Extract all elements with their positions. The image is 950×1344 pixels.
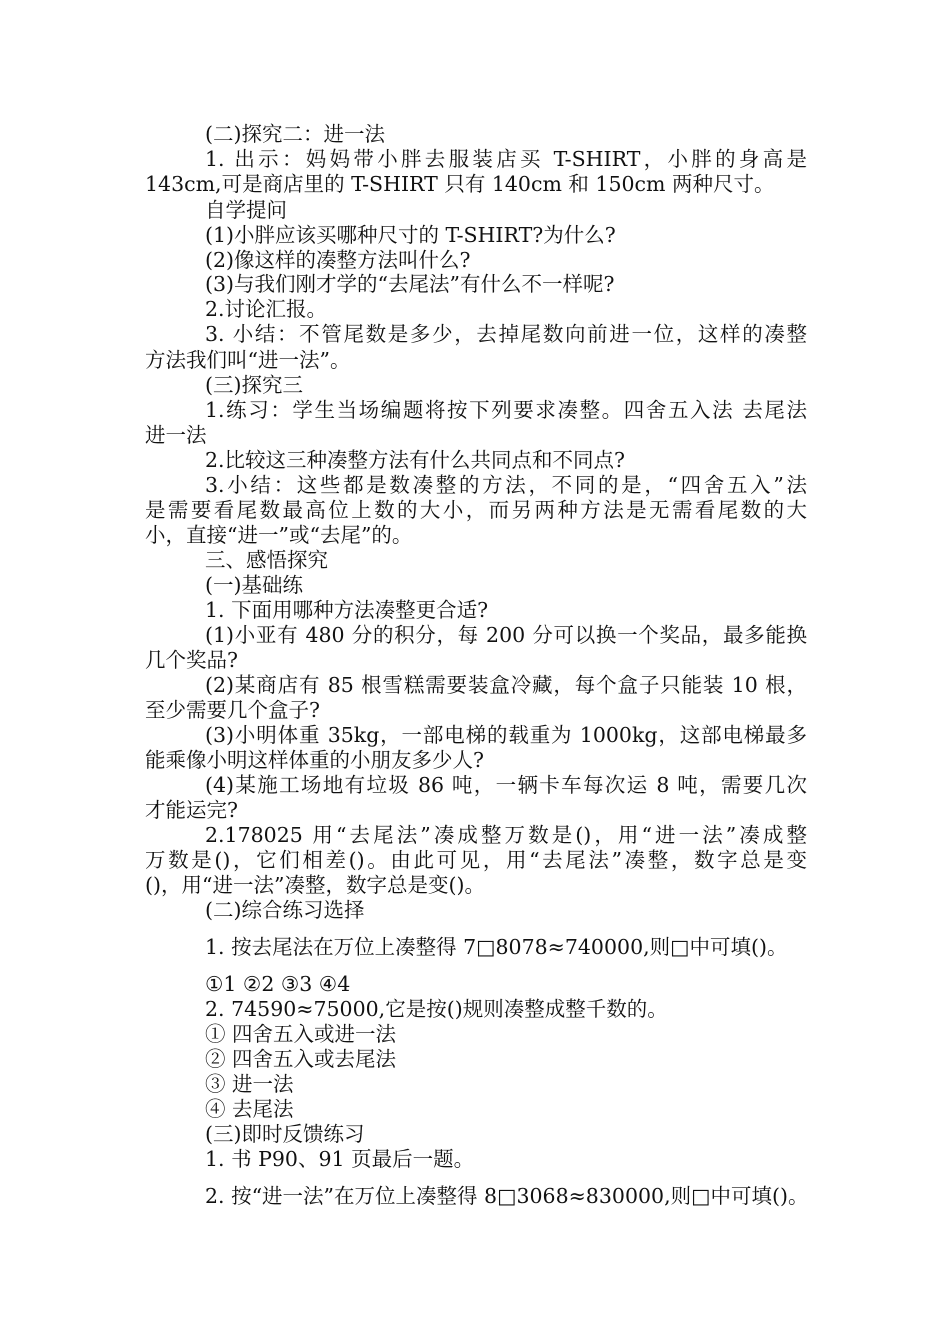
paragraph-line: 几个奖品? [145,648,238,672]
paragraph-line: ② 四舍五入或去尾法 [205,1047,397,1071]
paragraph-line: 2.讨论汇报。 [205,297,328,321]
paragraph-line: 1. 按去尾法在万位上凑整得 7□8078≈740000,则□中可填()。 [205,935,788,959]
section-heading: (一)基础练 [205,573,303,597]
paragraph-line: ① 四舍五入或进一法 [205,1022,397,1046]
paragraph-line: ①1 ②2 ③3 ④4 [205,972,351,996]
paragraph-line: ()，用“进一法”凑整，数字总是变()。 [145,873,485,897]
paragraph-line: 1. 出示：妈妈带小胖去服装店买 T-SHIRT，小胖的身高是 [205,147,807,171]
paragraph-line: 能乘像小明这样体重的小朋友多少人? [145,748,484,772]
paragraph-line: 3.小结：这些都是数凑整的方法，不同的是，“四舍五入”法 [205,473,807,497]
section-heading: (三)探究三 [205,373,303,397]
paragraph-line: 万数是()，它们相差()。由此可见，用“去尾法”凑整，数字总是变 [145,848,807,872]
section-heading: 三、感悟探究 [205,548,328,572]
paragraph-line: 2. 74590≈75000,它是按()规则凑整成整千数的。 [205,997,668,1021]
paragraph-line: 1.练习：学生当场编题将按下列要求凑整。四舍五入法 去尾法 [205,398,807,422]
paragraph-line: (3)与我们刚才学的“去尾法”有什么不一样呢? [205,272,615,296]
paragraph-line: (4)某施工场地有垃圾 86 吨，一辆卡车每次运 8 吨，需要几次 [205,773,807,797]
section-heading: (三)即时反馈练习 [205,1122,365,1146]
paragraph-line: 1. 下面用哪种方法凑整更合适? [205,598,489,622]
paragraph-line: 至少需要几个盒子? [145,698,320,722]
paragraph-line: 方法我们叫“进一法”。 [145,348,351,372]
paragraph-line: 2.178025 用“去尾法”凑成整万数是()，用“进一法”凑成整 [205,823,807,847]
paragraph-line: (1)小胖应该买哪种尺寸的 T-SHIRT?为什么? [205,223,616,247]
paragraph-line: (2)某商店有 85 根雪糕需要装盒冷藏，每个盒子只能装 10 根， [205,673,807,697]
paragraph-line: 自学提问 [205,198,287,222]
paragraph-line: ③ 进一法 [205,1072,294,1096]
paragraph-line: 2.比较这三种凑整方法有什么共同点和不同点? [205,448,626,472]
paragraph-line: ④ 去尾法 [205,1097,294,1121]
paragraph-line: 进一法 [145,423,207,447]
paragraph-line: 是需要看尾数最高位上数的大小，而另两种方法是无需看尾数的大 [145,498,807,522]
paragraph-line: (3)小明体重 35kg，一部电梯的载重为 1000kg，这部电梯最多 [205,723,807,747]
section-heading: (二)综合练习选择 [205,898,365,922]
paragraph-line: 小，直接“进一”或“去尾”的。 [145,523,413,547]
paragraph-line: 3. 小结：不管尾数是多少，去掉尾数向前进一位，这样的凑整 [205,322,807,346]
paragraph-line: 143cm,可是商店里的 T-SHIRT 只有 140cm 和 150cm 两种尺寸。 [145,172,775,196]
section-heading: (二)探究二：进一法 [205,122,385,146]
paragraph-line: 才能运完? [145,798,238,822]
paragraph-line: 2. 按“进一法”在万位上凑整得 8□3068≈830000,则□中可填()。 [205,1184,809,1208]
paragraph-line: 1. 书 P90、91 页最后一题。 [205,1147,475,1171]
paragraph-line: (2)像这样的凑整方法叫什么? [205,248,471,272]
paragraph-line: (1)小亚有 480 分的积分，每 200 分可以换一个奖品，最多能换 [205,623,807,647]
